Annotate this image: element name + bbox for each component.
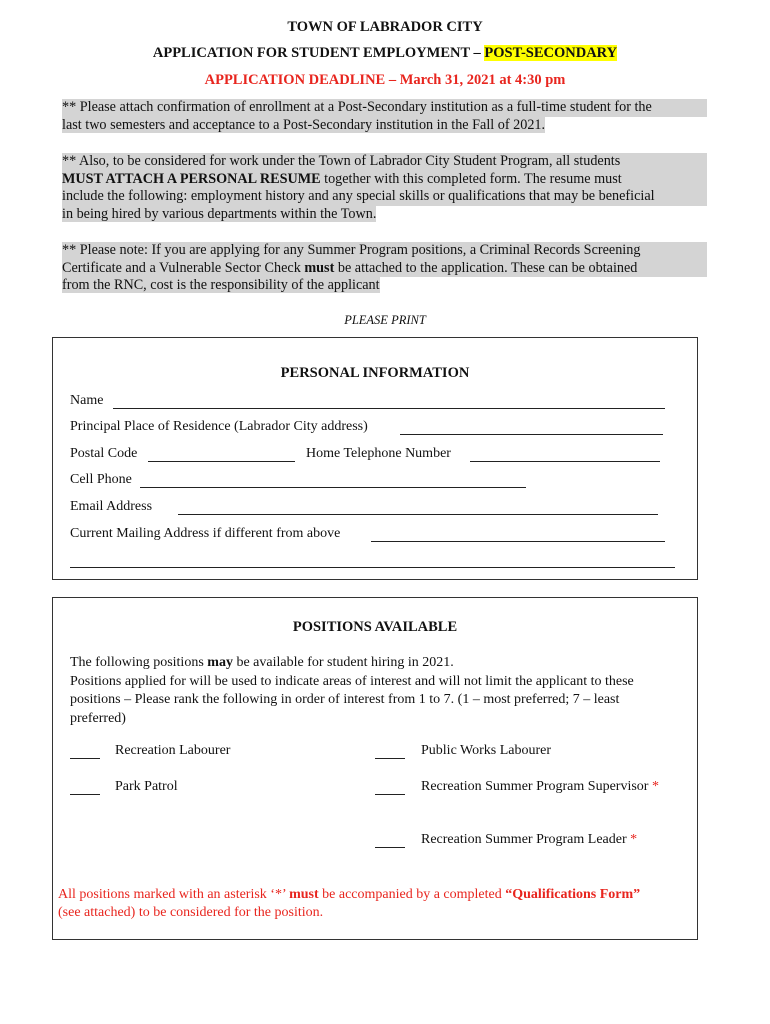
note-resume-line-2-rest: together with this completed form. The resume must	[320, 170, 622, 187]
name-label: Name	[70, 393, 104, 408]
positions-intro-b: be available for student hiring in 2021.	[232, 655, 454, 670]
position-summer-program-leader	[421, 832, 637, 848]
postal-code-label: Postal Code	[70, 446, 138, 461]
rank-field-public-works-labourer[interactable]	[375, 758, 405, 759]
positions-available-title: POSITIONS AVAILABLE	[292, 619, 458, 635]
positions-footer-note	[58, 886, 698, 922]
note-resume-line-3: include the following: employment history and any special skills or qualifications that may be beneficial	[62, 188, 707, 206]
name-field[interactable]	[113, 408, 665, 409]
note-enrollment	[62, 99, 707, 134]
mailing-address-label: Current Mailing Address if different from above	[70, 526, 341, 541]
home-phone-label: Home Telephone Number	[306, 446, 451, 461]
note-screening-line-1: ** Please note: If you are applying for any Summer Program positions, a Criminal Records Screening	[62, 242, 707, 260]
positions-intro-line-2: Positions applied for will be used to indicate areas of interest and will not limit the applicant to these	[70, 673, 634, 689]
positions-intro-line-4: preferred)	[70, 710, 126, 726]
position-park-patrol: Park Patrol	[115, 779, 178, 794]
rank-field-recreation-labourer[interactable]	[70, 758, 100, 759]
please-print: PLEASE PRINT	[344, 313, 426, 327]
home-phone-field[interactable]	[470, 461, 660, 462]
note-screening-line-2	[62, 260, 707, 278]
note-resume-line-1: ** Also, to be considered for work under the Town of Labrador City Student Program, all students	[62, 153, 707, 171]
positions-intro-line-3: positions – Please rank the following in order of interest from 1 to 7. (1 – most preferred; 7 – least	[70, 692, 620, 707]
position-public-works-labourer: Public Works Labourer	[421, 743, 552, 758]
personal-information-title: PERSONAL INFORMATION	[280, 365, 470, 381]
personal-information-section	[52, 337, 698, 580]
note-screening-bold: must	[304, 259, 335, 276]
application-title	[0, 45, 770, 62]
mailing-address-field-line-2[interactable]	[70, 567, 675, 568]
footer-bold-must: must	[289, 887, 319, 902]
note-screening-line-2-a: Certificate and a Vulnerable Sector Check	[62, 259, 305, 276]
mailing-address-field[interactable]	[371, 541, 665, 542]
rank-field-park-patrol[interactable]	[70, 794, 100, 795]
positions-available-section	[52, 597, 698, 940]
note-screening-line-3: from the RNC, cost is the responsibility of the applicant	[62, 277, 380, 293]
email-label: Email Address	[70, 499, 153, 514]
note-resume-line-2	[62, 171, 707, 189]
positions-footer-line-1	[58, 886, 698, 904]
note-resume-line-4: in being hired by various departments within the Town.	[62, 205, 377, 222]
position-summer-program-supervisor-label: Recreation Summer Program Supervisor	[421, 779, 652, 794]
postal-code-field[interactable]	[148, 461, 295, 462]
note-enrollment-line-2: last two semesters and acceptance to a Post-Secondary institution in the Fall of 2021.	[62, 116, 546, 133]
position-summer-program-supervisor	[421, 779, 659, 795]
rank-field-summer-program-supervisor[interactable]	[375, 794, 405, 795]
town-title: TOWN OF LABRADOR CITY	[287, 19, 483, 35]
rank-field-summer-program-leader[interactable]	[375, 847, 405, 848]
email-field[interactable]	[178, 514, 658, 515]
position-recreation-labourer: Recreation Labourer	[115, 743, 231, 758]
positions-intro-a: The following positions	[70, 655, 208, 670]
footer-b: be accompanied by a completed	[318, 887, 506, 902]
note-screening-line-2-b: be attached to the application. These can be obtained	[334, 259, 638, 276]
residence-label: Principal Place of Residence (Labrador City address)	[70, 419, 368, 434]
note-resume	[62, 153, 707, 223]
footer-a: All positions marked with an asterisk ‘*’	[58, 887, 290, 902]
positions-intro	[70, 654, 690, 728]
asterisk-marker: *	[630, 832, 638, 847]
positions-intro-bold: may	[207, 655, 233, 670]
cell-phone-field[interactable]	[140, 487, 526, 488]
cell-phone-label: Cell Phone	[70, 472, 132, 487]
note-screening	[62, 242, 707, 295]
footer-bold-qualifications: “Qualifications Form”	[505, 887, 641, 902]
residence-field[interactable]	[400, 434, 663, 435]
application-deadline: APPLICATION DEADLINE – March 31, 2021 at 4:30 pm	[204, 72, 566, 88]
position-summer-program-leader-label: Recreation Summer Program Leader	[421, 832, 631, 847]
positions-footer-line-2: (see attached) to be considered for the position.	[58, 905, 324, 920]
positions-intro-line-1	[70, 654, 690, 673]
application-title-highlight: POST-SECONDARY	[484, 45, 618, 61]
application-title-prefix: APPLICATION FOR STUDENT EMPLOYMENT –	[152, 45, 485, 61]
note-enrollment-line-1: ** Please attach confirmation of enrollment at a Post-Secondary institution as a full-time student for the	[62, 99, 707, 117]
asterisk-marker: *	[651, 779, 659, 794]
note-resume-bold: MUST ATTACH A PERSONAL RESUME	[62, 170, 321, 187]
